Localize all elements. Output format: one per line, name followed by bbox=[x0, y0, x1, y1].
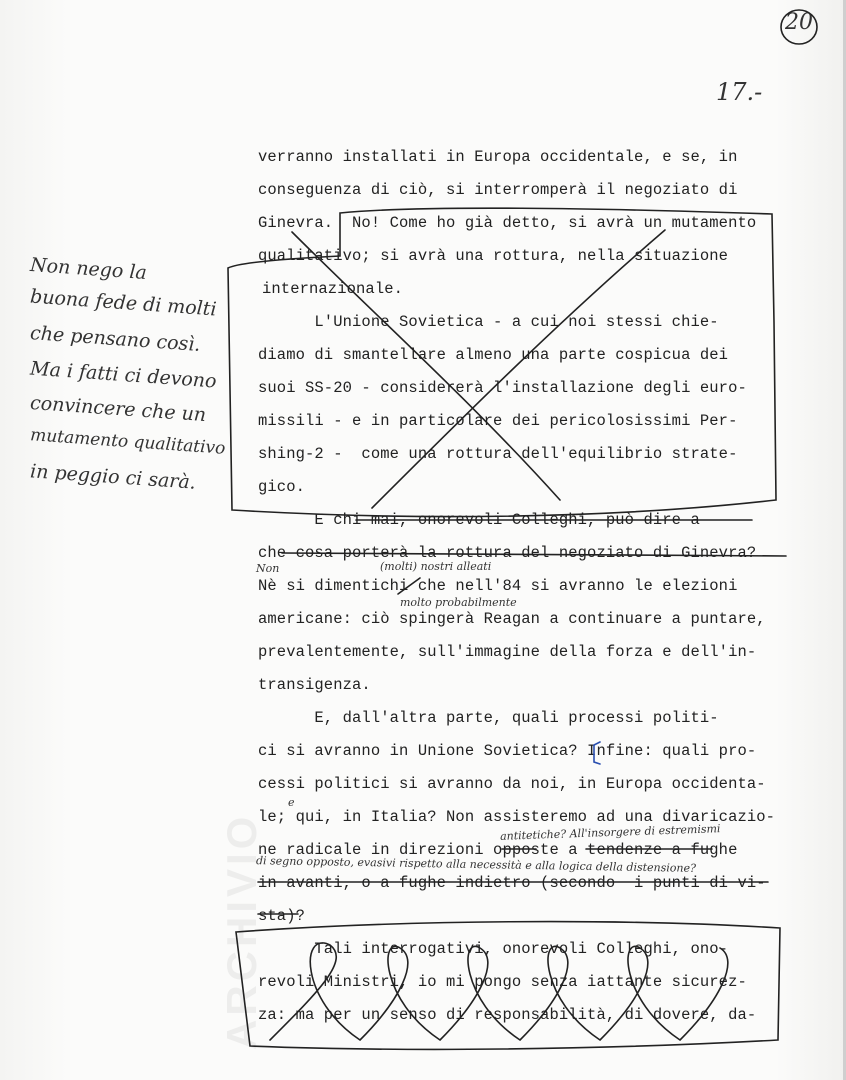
text-line: internazionale. bbox=[262, 280, 404, 298]
handwritten-insertion: antitetiche? All'insorgere di estremismi bbox=[499, 822, 721, 843]
cross-stroke bbox=[372, 230, 665, 508]
margin-note-line: mutamento qualitativo bbox=[29, 425, 227, 459]
text-line: americane: ciò spingerà Reagan a continuare a puntare, bbox=[258, 610, 766, 628]
text-line: in avanti, o a fughe indietro (secondo i punti di vi- bbox=[258, 874, 766, 892]
margin-note-line: che pensano così. bbox=[29, 322, 202, 356]
margin-note-line: Ma i fatti ci devono bbox=[29, 357, 218, 393]
cross-stroke bbox=[292, 232, 560, 500]
text-line: suoi SS-20 - considererà l'installazione degli euro- bbox=[258, 379, 747, 397]
folio-circle bbox=[781, 10, 817, 44]
text-line: diamo di smantellare almeno una parte cospicua dei bbox=[258, 346, 729, 364]
text-line: L'Unione Sovietica - a cui noi stessi chie- bbox=[258, 313, 719, 331]
scribble-loops bbox=[270, 943, 728, 1040]
page-number: 17.- bbox=[716, 78, 763, 106]
folio-number: 20 bbox=[785, 10, 813, 35]
text-line: shing-2 - come una rottura dell'equilibrio strate- bbox=[258, 445, 738, 463]
text-line: sta)? bbox=[258, 907, 306, 925]
archive-watermark: ARCHIVIO bbox=[218, 812, 265, 1050]
text-line: za: ma per un senso di responsabilità, di dovere, da- bbox=[258, 1006, 757, 1024]
handwritten-insertion: di segno opposto, evasivi rispetto alla necessità e alla logica della distensione? bbox=[255, 854, 697, 875]
margin-note-line: buona fede di molti bbox=[29, 285, 218, 321]
insertion-caret bbox=[398, 578, 420, 594]
handwritten-insertion: (molti) nostri alleati bbox=[380, 560, 492, 573]
text-line: missili - e in particolare dei pericolosissimi Per- bbox=[258, 412, 738, 430]
text-line: revoli Ministri, io mi pongo senza iattante sicurez- bbox=[258, 973, 747, 991]
handwritten-insertion: Non bbox=[256, 562, 280, 575]
text-line: Tali interrogativi, onorevoli Colleghi, ono- bbox=[258, 940, 729, 958]
margin-note-line: Non nego la bbox=[29, 253, 148, 285]
text-line: verranno installati in Europa occidentale, e se, in bbox=[258, 148, 738, 166]
bracket-mark bbox=[594, 742, 600, 764]
text-line: E chi mai, onorevoli Colleghi, può dire a bbox=[258, 511, 700, 529]
text-line: qualitativo; si avrà una rottura, nella situazione bbox=[258, 247, 729, 265]
text-line: transigenza. bbox=[258, 676, 371, 694]
text-line: Nè si dimentichi che nell'84 si avranno le elezioni bbox=[258, 577, 738, 595]
margin-note-line: convincere che un bbox=[29, 391, 207, 427]
text-line: conseguenza di ciò, si interromperà il negoziato di bbox=[258, 181, 738, 199]
text-line: cessi politici si avranno da noi, in Europa occidenta- bbox=[258, 775, 766, 793]
deletion-box bbox=[228, 208, 776, 516]
text-line: gico. bbox=[258, 478, 306, 496]
text-line: le; qui, in Italia? Non assisteremo ad una divaricazio- bbox=[258, 808, 776, 826]
handwritten-insertion: molto probabilmente bbox=[400, 596, 517, 609]
text-line: che cosa porterà la rottura del negoziato di Ginevra? bbox=[258, 544, 757, 562]
text-line: Ginevra. No! Come ho già detto, si avrà un mutamento bbox=[258, 214, 757, 232]
strike-line bbox=[282, 553, 786, 556]
handwritten-insertion: e bbox=[288, 796, 295, 809]
text-line: E, dall'altra parte, quali processi politi- bbox=[258, 709, 719, 727]
text-line: ne radicale in direzioni opposte a tendenze a fughe bbox=[258, 841, 738, 859]
margin-note-line: in peggio ci sarà. bbox=[29, 460, 197, 494]
text-line: ci si avranno in Unione Sovietica? Infine: quali pro- bbox=[258, 742, 757, 760]
text-line: prevalentemente, sull'immagine della forza e dell'in- bbox=[258, 643, 757, 661]
